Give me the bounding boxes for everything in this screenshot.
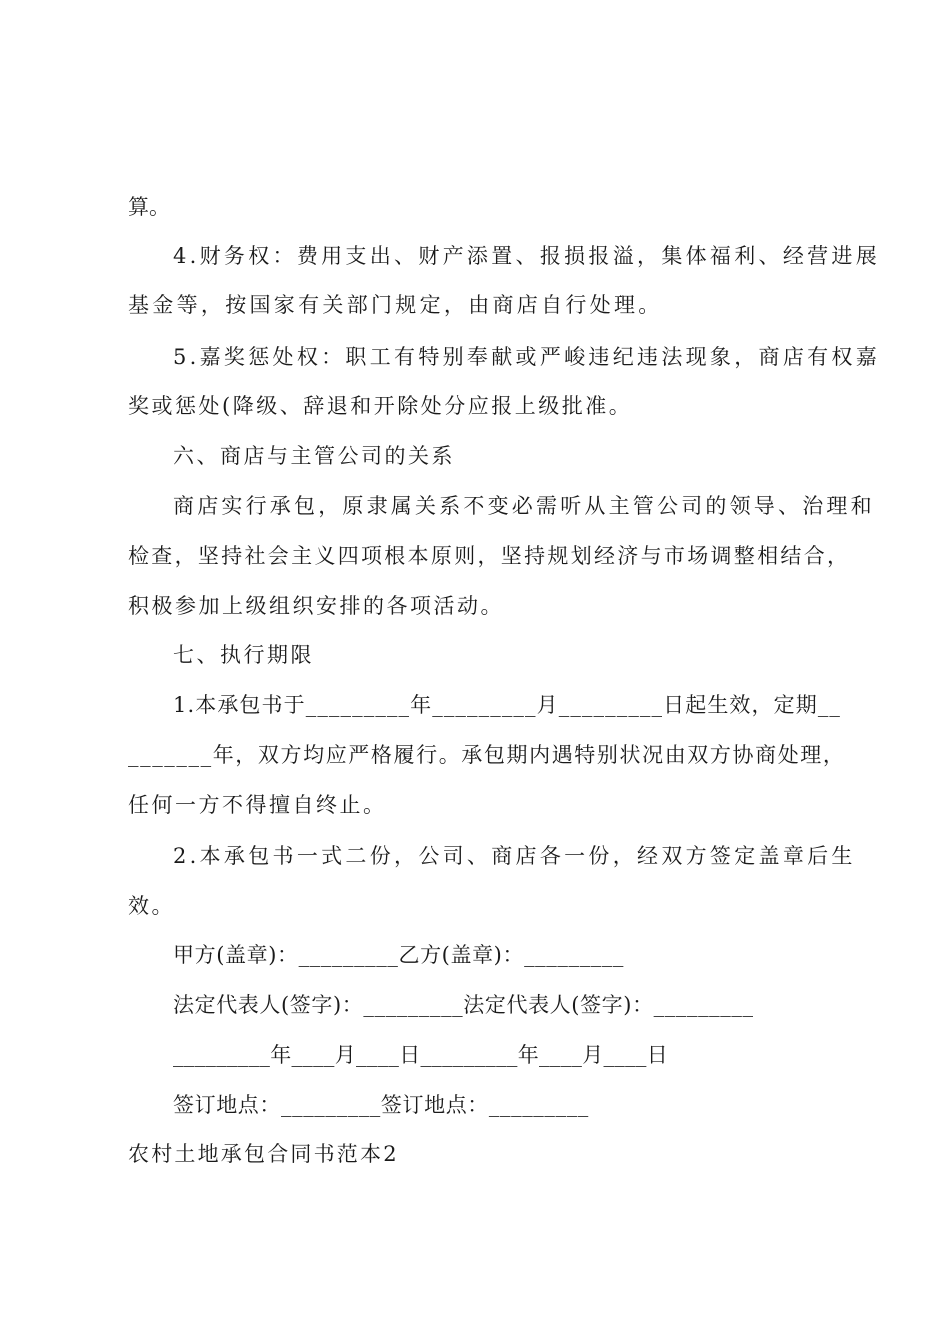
signature-place-line: 签订地点：_________签订地点：_________ <box>173 1093 589 1117</box>
text-line-5: 奖或惩处(降级、辞退和开除处分应报上级批准。 <box>128 394 633 418</box>
text-line-8: 检查，坚持社会主义四项根本原则，坚持规划经济与市场调整相结合， <box>128 544 851 568</box>
section-heading-6: 六、商店与主管公司的关系 <box>173 444 455 468</box>
next-document-title: 农村土地承包合同书范本2 <box>128 1142 399 1166</box>
text-line-14: 2.本承包书一式二份，公司、商店各一份，经双方签定盖章后生 <box>173 844 856 868</box>
text-line-12: _______年，双方均应严格履行。承包期内遇特别状况由双方协商处理， <box>128 743 846 767</box>
text-line-3: 基金等，按国家有关部门规定，由商店自行处理。 <box>128 293 663 317</box>
signature-date-line: _________年____月____日_________年____月____日 <box>173 1043 668 1067</box>
text-line-2: 4.财务权：费用支出、财产添置、报损报溢，集体福利、经营进展 <box>173 244 881 268</box>
signature-party-line: 甲方(盖章)：_________乙方(盖章)：_________ <box>173 943 624 967</box>
text-line-1: 算。 <box>128 195 170 219</box>
text-line-13: 任何一方不得擅自终止。 <box>128 793 387 817</box>
signature-representative-line: 法定代表人(签字)：_________法定代表人(签字)：_________ <box>173 993 754 1017</box>
text-line-4: 5.嘉奖惩处权：职工有特别奉献或严峻违纪违法现象，商店有权嘉 <box>173 345 881 369</box>
text-line-11: 1.本承包书于_________年_________月_________日起生效，定期__ <box>173 693 842 717</box>
text-line-15: 效。 <box>128 894 175 918</box>
section-heading-7: 七、执行期限 <box>173 643 314 667</box>
text-line-7: 商店实行承包，原隶属关系不变必需听从主管公司的领导、治理和 <box>173 494 875 518</box>
text-line-9: 积极参加上级组织安排的各项活动。 <box>128 594 504 618</box>
